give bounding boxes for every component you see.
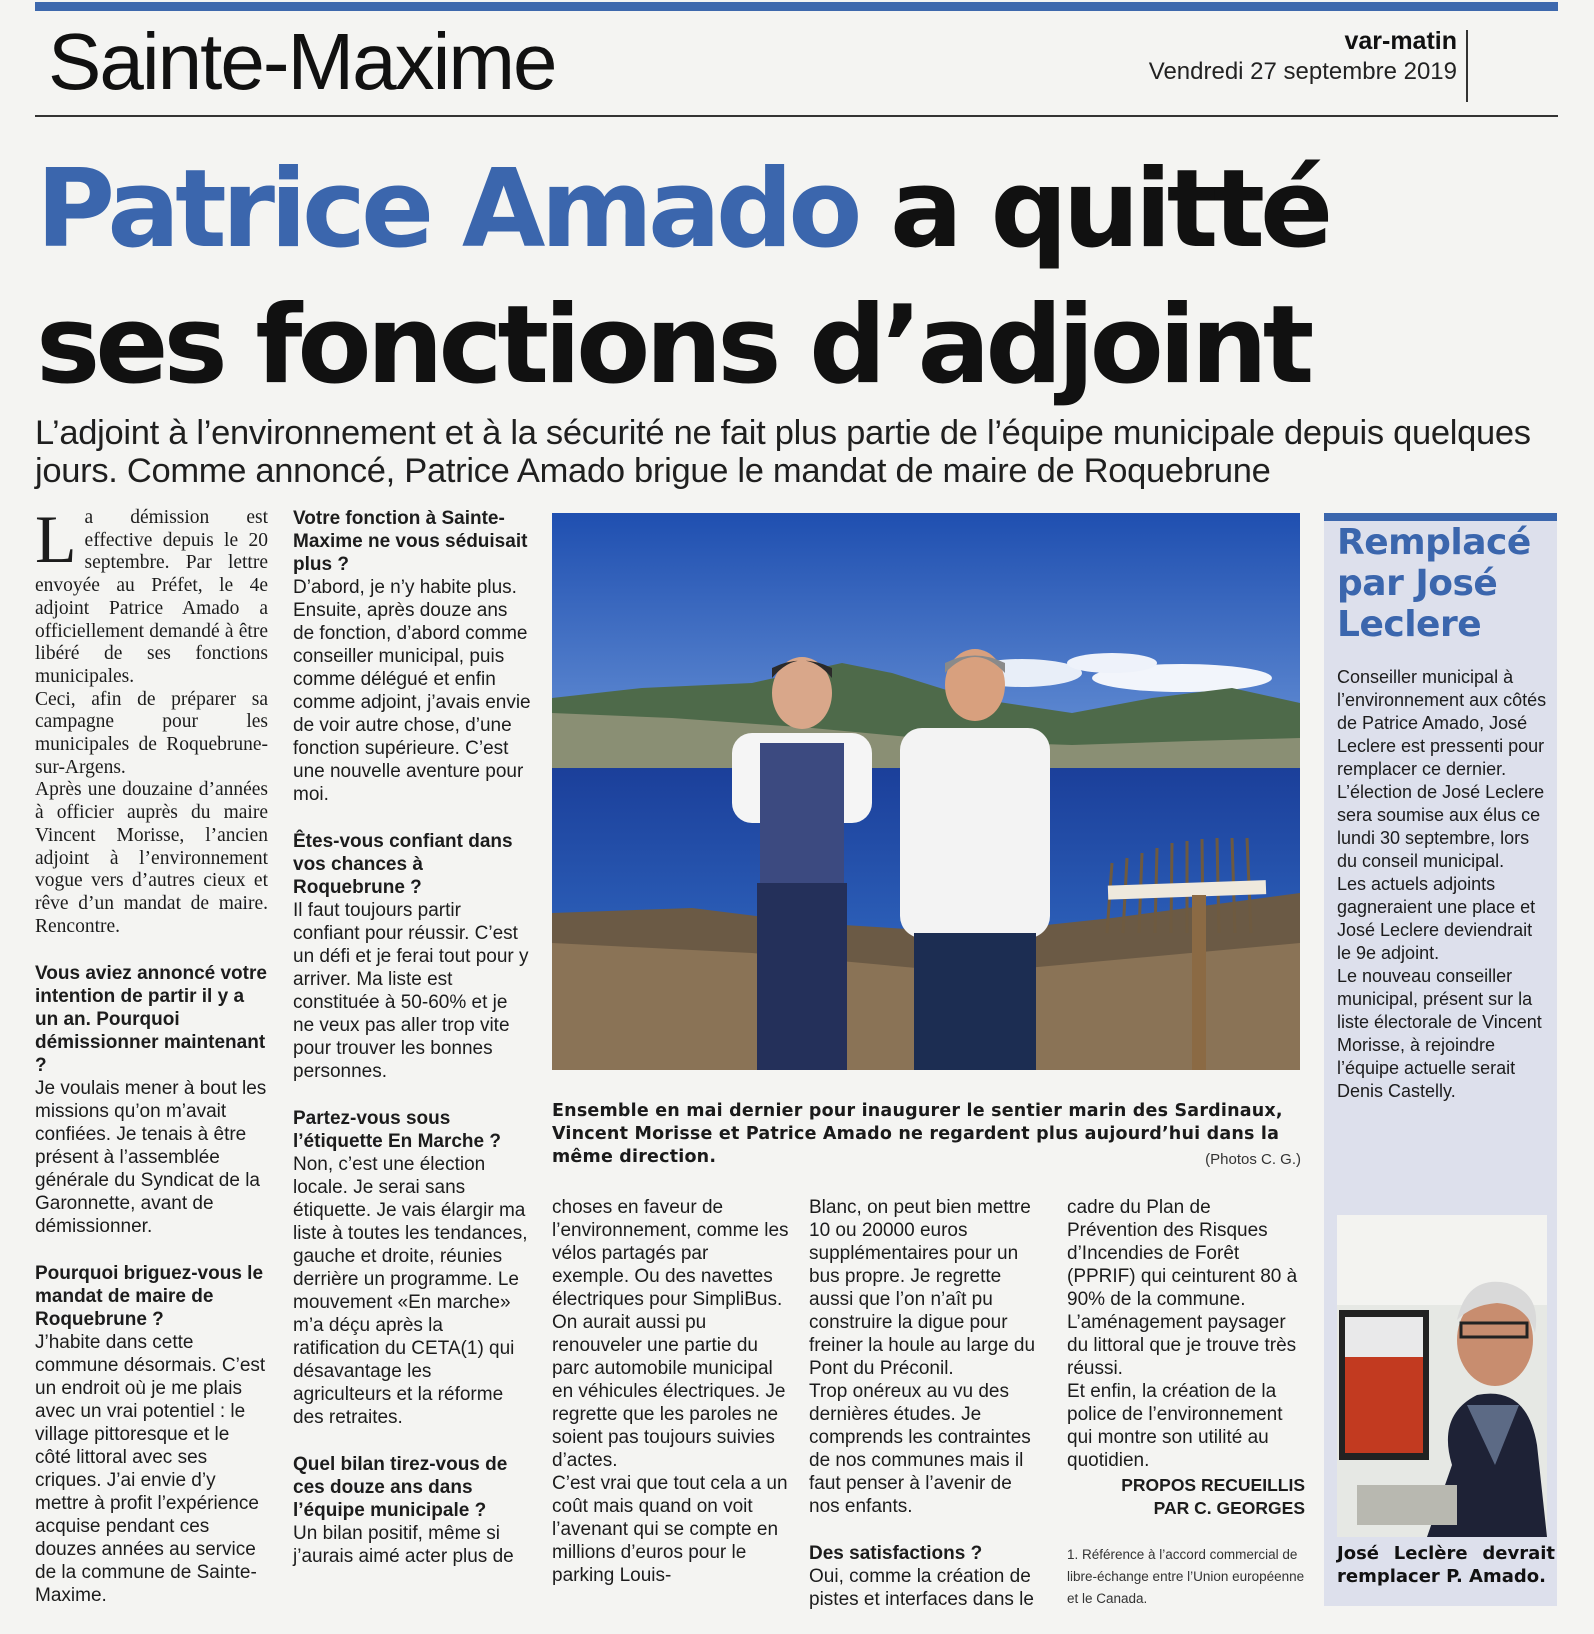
- byline: [1067, 1474, 1305, 1520]
- interview-question: Quel bilan tirez-vous de ces douze ans dans l’équipe municipale ?: [293, 1454, 508, 1521]
- interview-question: Êtes-vous confiant dans vos chances à Roquebrune ?: [293, 831, 513, 898]
- column-2: [293, 507, 531, 1568]
- headline-highlight: Patrice Amado: [36, 147, 858, 272]
- footnote: 1. Référence à l’accord commercial de libre-échange entre l’Union européenne et le Canada.: [1067, 1547, 1305, 1606]
- headline-rest: a quitté: [857, 147, 1329, 272]
- interview-answer: Je voulais mener à bout les missions qu’on m’avait confiées. Je tenais à être présent à l’assemblée générale du Syndicat de la Garonnette, avant de démissionner.: [35, 1078, 267, 1238]
- interview-question: Des satisfactions ?: [809, 1543, 983, 1564]
- interview-answer: Blanc, on peut bien mettre 10 ou 20000 euros supplémentaires pour un bus propre. Je regrette aussi que l’on n’aît pu construire la digue pour freiner la houle au large du Pont du Préconil.: [809, 1197, 1036, 1379]
- interview-question: Votre fonction à Sainte-Maxime ne vous séduisait plus ?: [293, 508, 528, 575]
- interview-answer: cadre du Plan de Prévention des Risques d’Incendies de Forêt (PPRIF) qui ceinturent 80 à 90% de la commune.: [1067, 1197, 1298, 1310]
- interview-answer: Trop onéreux au vu des dernières études. Je comprends les contraintes de nos communes mais il faut penser à l’avenir de nos enfants.: [809, 1381, 1031, 1517]
- top-accent-bar: [35, 2, 1558, 11]
- interview-answer: J’habite dans cette commune désormais. C’est un endroit où je me plais avec un vrai potentiel : le village pittoresque et le côté littoral avec ses criques. J’ai envie d’y mettre à profit l’expérience acquise pendant ces douzes années au service de la commune de Sainte-Maxime.: [35, 1332, 266, 1607]
- standfirst: L’adjoint à l’environnement et à la sécurité ne fait plus partie de l’équipe municipale depuis quelques jours. Comme annoncé, Patrice Amado brigue le mandat de maire de Roquebrune: [35, 414, 1531, 490]
- sidebar-paragraph: Le nouveau conseiller municipal, présent sur la liste électorale de Vincent Morisse, à rejoindre l’équipe actuelle serait Denis Castelly.: [1337, 966, 1542, 1101]
- drop-cap: L: [35, 501, 77, 577]
- intro-text: [35, 501, 268, 938]
- section-title: Sainte-Maxime: [48, 17, 556, 106]
- sidebar-paragraph: Conseiller municipal à l’environnement aux côtés de Patrice Amado, José Leclere est pressenti pour remplacer ce dernier. L’élection de José Leclere sera soumise aux élus ce lundi 30 septembre, lors du conseil municipal.: [1337, 667, 1547, 871]
- column-3: [552, 1196, 790, 1587]
- masthead: [1149, 26, 1457, 88]
- byline-line: PROPOS RECUEILLIS: [1121, 1475, 1305, 1495]
- main-photo: [552, 513, 1300, 1070]
- sidebar-photo: [1337, 1215, 1547, 1537]
- sidebar-photo-illustration: [1337, 1215, 1547, 1537]
- photo-credit: (Photos C. G.): [1205, 1151, 1301, 1168]
- interview-answer: Il faut toujours partir confiant pour réussir. C’est un défi et je ferai tout pour y arriver. Ma liste est constituée à 50-60% et je ne veux pas aller trop vite pour trouver les bonnes personnes.: [293, 900, 529, 1082]
- interview-answer: choses en faveur de l’environnement, comme les vélos partagés par exemple. Ou des navettes électriques pour SimpliBus. On aurait aussi pu renouveler une partie du parc automobile municipal en véhicules électriques. Je regrette que les paroles ne soient pas toujours suivies d’actes.: [552, 1197, 789, 1471]
- column-5: [1067, 1196, 1305, 1520]
- interview-question: Partez-vous sous l’étiquette En Marche ?: [293, 1108, 501, 1152]
- headline-line2: ses fonctions d’adjoint: [36, 283, 1310, 408]
- column-4: [809, 1196, 1047, 1611]
- intro-paragraph: Après une douzaine d’années à officier auprès du maire Vincent Morisse, l’ancien adjoint à l’environnement vogue vers d’autres cieux et rêve d’un mandat de maire. Rencontre.: [35, 779, 268, 937]
- sidebar-photo-caption: José Leclère devrait remplacer P. Amado.: [1337, 1543, 1555, 1587]
- intro-paragraph: a démission est effective depuis le 20 septembre. Par lettre envoyée au Préfet, le 4e adjoint Patrice Amado a officiellement demandé à être libéré de ses fonctions municipales.: [35, 507, 268, 687]
- masthead-divider: [1466, 30, 1468, 102]
- article-headline: [36, 142, 1328, 414]
- sidebar-paragraph: Les actuels adjoints gagneraient une place et José Leclere deviendrait le 9e adjoint.: [1337, 874, 1536, 963]
- publication-date: Vendredi 27 septembre 2019: [1148, 58, 1457, 85]
- sidebar-text: [1337, 666, 1549, 1103]
- interview-question: Vous aviez annoncé votre intention de partir il y a un an. Pourquoi démissionner maintenant ?: [35, 963, 267, 1077]
- sidebar-title: Remplacé par José Leclere: [1337, 522, 1531, 645]
- interview-answer: C’est vrai que tout cela a un coût mais quand on voit l’avenant qui se compte en millions d’euros pour le parking Louis-: [552, 1473, 788, 1586]
- interview-answer: D’abord, je n’y habite plus. Ensuite, après douze ans de fonction, d’abord comme conseiller municipal, puis comme délégué et enfin comme adjoint, j’avais envie de voir autre chose, d’une fonction supérieure. C’est une nouvelle aventure pour moi.: [293, 577, 531, 805]
- column-1: [35, 501, 268, 1607]
- newspaper-brand: var-matin: [1344, 27, 1457, 55]
- interview-answer: Et enfin, la création de la police de l’environnement qui montre son utilité au quotidien.: [1067, 1381, 1283, 1471]
- interview-answer: Oui, comme la création de pistes et interfaces dans le: [809, 1566, 1034, 1610]
- interview-answer: Un bilan positif, même si j’aurais aimé acter plus de: [293, 1523, 514, 1567]
- header-rule: [35, 115, 1558, 117]
- photo-caption: Ensemble en mai dernier pour inaugurer le sentier marin des Sardinaux, Vincent Morisse et Patrice Amado ne regardent plus aujourd’hui dans la même direction.: [552, 1101, 1283, 1167]
- interview-question: Pourquoi briguez-vous le mandat de maire de Roquebrune ?: [35, 1263, 264, 1331]
- interview-answer: Non, c’est une élection locale. Je serai sans étiquette. Je vais élargir ma liste à toutes les tendances, gauche et droite, réunies derrière un programme. Le mouvement «En marche» m’a déçu après la ratification du CETA(1) qui désavantage les agriculteurs et la réforme des retraites.: [293, 1154, 528, 1428]
- main-photo-illustration: [552, 513, 1300, 1070]
- byline-line: PAR C. GEORGES: [1153, 1498, 1305, 1518]
- sidebar-accent-bar: [1324, 513, 1557, 521]
- interview-answer: L’aménagement paysager du littoral que je trouve très réussi.: [1067, 1312, 1297, 1379]
- intro-paragraph: Ceci, afin de préparer sa campagne pour les municipales de Roquebrune-sur-Argens.: [35, 688, 268, 778]
